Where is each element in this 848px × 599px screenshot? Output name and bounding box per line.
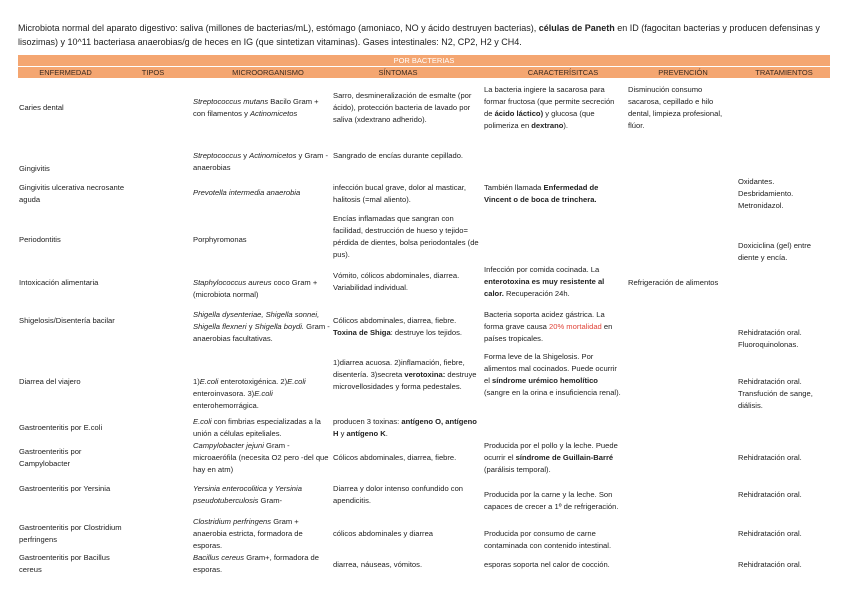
section-band <box>18 55 830 66</box>
header-prevencion: PREVENCIÓN <box>658 68 708 77</box>
row-intoxicacion-disease: Intoxicación alimentaria <box>19 278 99 287</box>
chars-text: (sangre en la orina e insuficiencia renal). <box>484 388 621 397</box>
chars-text: ). <box>563 121 568 130</box>
micro-desc: Bacilo Gram + con filamentos y <box>193 97 319 118</box>
row-diarrea-disease: Diarrea del viajero <box>19 377 81 386</box>
row-campylobacter-treatment: Rehidratación oral. <box>738 453 802 462</box>
micro-species: Shigella boydi. <box>254 322 305 331</box>
micro-desc: coco Gram + (microbiota normal) <box>193 278 318 299</box>
intro-text-c: en ID (fagocitan bacterias y producen defensinas y lisozimas) y 10^11 bacteriasa anaerobias/g de heces en IG (que sintetizan vitaminas). Gases intestinales: N2, CP2, H2 y CH4. <box>18 23 820 47</box>
micro-species: E.coli <box>287 377 306 386</box>
symptoms-text: destruye microvellosidades y forma pedestales. <box>333 370 477 391</box>
row-diarrea-chars <box>484 351 624 399</box>
chars-text: También llamada <box>484 183 544 192</box>
chars-bold: ácido láctico) <box>494 109 544 118</box>
micro-desc: 1) <box>193 377 200 386</box>
chars-text: Infección por comida cocinada. La <box>484 265 600 274</box>
row-campylobacter-symptoms: Cólicos abdominales, diarrea, fiebre. <box>333 453 457 462</box>
header-tratamientos: TRATAMIENTOS <box>755 68 813 77</box>
symptoms-text: : destruye los tejidos. <box>390 328 463 337</box>
chars-bold: dextrano <box>531 121 564 130</box>
micro-species: Bacillus cereus <box>193 553 245 562</box>
intro-paragraph <box>18 21 830 49</box>
row-campylobacter-disease: Gastroenteritis por Campylobacter <box>19 447 82 468</box>
row-clostridium-treatment: Rehidratación oral. <box>738 529 802 538</box>
row-shigelosis-treatment: Rehidratación oral. Fluoroquinolonas. <box>738 328 802 349</box>
micro-desc: y <box>246 322 255 331</box>
row-shigelosis-micro <box>193 309 331 345</box>
row-yersinia-chars: Producida por la carne y la leche. Son capaces de crecer a 1º de refrigeración. <box>484 490 619 511</box>
row-bacillus-disease: Gastroenteritis por Bacillus cereus <box>19 553 110 574</box>
symptoms-text: y <box>338 429 347 438</box>
row-bacillus-chars: esporas soporta nel calor de cocción. <box>484 560 610 569</box>
row-clostridium-chars: Producida por consumo de carne contaminada con contenido intestinal. <box>484 529 612 550</box>
row-gingivitis-ulc-symptoms: infección bucal grave, dolor al masticar, halitosis (=mal aliento). <box>333 183 466 204</box>
row-intoxicacion-micro <box>193 277 331 301</box>
row-caries-chars <box>484 84 624 132</box>
micro-desc: enteroinvasora. 3) <box>193 389 255 398</box>
row-caries-symptoms: Sarro, desmineralización de esmalte (por ácido), protección bacteria de lavado por saliva (xdextrano adherido). <box>333 91 472 124</box>
row-ecoli-symptoms <box>333 416 480 440</box>
row-ecoli-disease: Gastroenteritis por E.coli <box>19 423 103 432</box>
chars-text: Forma leve de la Shigelosis. Por alimentos mal cocinados. Puede ocurrir el <box>484 352 617 385</box>
micro-desc: y <box>241 151 250 160</box>
chars-highlight: 20% mortalidad <box>549 322 602 331</box>
micro-desc: Gram - microaerófila (necesita O2 pero -del que hay en atm) <box>193 441 329 474</box>
row-periodontitis-treatment: Doxiciclina (gel) entre diente y encía. <box>738 241 812 262</box>
micro-species: Yersinia enterocolitica <box>193 484 267 493</box>
micro-desc: con fimbrias especializadas a la unión a células epiteliales. <box>193 417 321 438</box>
row-ecoli-micro <box>193 416 331 440</box>
row-shigelosis-symptoms <box>333 315 480 339</box>
row-yersinia-treatment: Rehidratación oral. <box>738 490 802 499</box>
row-gingivitis-ulc-treatment: Oxidantes. Desbridamiento. Metronidazol. <box>738 177 794 210</box>
chars-bold: síndrome urémico hemolítico <box>492 376 598 385</box>
micro-desc: enterotoxigénica. 2) <box>218 377 288 386</box>
symptoms-text: . <box>385 429 388 438</box>
chars-text: Producida por el pollo y la leche. Puede ocurrir el <box>484 441 618 462</box>
micro-desc: Gram - anaerobias facultativas. <box>193 322 330 343</box>
micro-species: Prevotella intermedia anaerobia <box>193 188 301 197</box>
row-gingivitis-disease: Gingivitis <box>19 164 50 173</box>
chars-text: Bacteria soporta acidez gástrica. La forma grave causa <box>484 310 605 331</box>
table-header <box>18 67 830 78</box>
row-intoxicacion-symptoms: Vómito, cólicos abdominales, diarrea. Variabilidad individual. <box>333 271 460 292</box>
row-clostridium-micro <box>193 516 331 552</box>
symptoms-bold: Toxina de Shiga <box>333 328 391 337</box>
row-gingivitis-symptoms: Sangrado de encías durante cepillado. <box>333 151 464 160</box>
row-gingivitis-ulc-micro <box>193 187 331 199</box>
micro-species: E.coli <box>199 377 219 386</box>
row-yersinia-symptoms: Diarrea y dolor intenso confundido con apendicitis. <box>333 484 464 505</box>
row-bacillus-micro <box>193 552 331 576</box>
header-microorganismo: MICROORGANISMO <box>232 68 304 77</box>
micro-desc: y Gram - anaerobias <box>193 151 329 172</box>
chars-text: y glucosa (que polimeriza en <box>484 109 595 130</box>
row-caries-micro <box>193 96 331 120</box>
header-tipos: TIPOS <box>141 68 165 77</box>
micro-species: Campylobacter jejuni <box>193 441 264 450</box>
row-periodontitis-disease: Periodontitis <box>19 235 61 244</box>
symptoms-text: producen 3 toxinas: <box>333 417 402 426</box>
symptoms-bold: antígeno O, antígeno H <box>333 417 477 438</box>
micro-species: E.coli <box>193 417 212 426</box>
chars-bold: síndrome de Guillain-Barré <box>515 453 614 462</box>
row-yersinia-micro <box>193 483 331 507</box>
micro-species: Staphylococcus aureus <box>193 278 272 287</box>
row-bacillus-symptoms: diarrea, náuseas, vómitos. <box>333 560 423 569</box>
row-caries-disease: Caries dental <box>19 103 64 112</box>
row-shigelosis-disease: Shigelosis/Disentería bacilar <box>19 316 115 325</box>
chars-text: en países tropicales. <box>484 322 613 343</box>
micro-species: Yersinia pseudotuberculosis <box>193 484 302 505</box>
row-shigelosis-chars <box>484 309 624 345</box>
symptoms-text: 1)diarrea acuosa. 2)inflamación, fiebre, disentería. 3)secreta <box>333 358 465 379</box>
row-intoxicacion-chars <box>484 264 624 300</box>
row-gingivitis-ulc-chars <box>484 182 624 206</box>
micro-species: Clostridium perfringens <box>193 517 272 526</box>
micro-desc: Gram + anaerobia estricta, formadora de esporas. <box>193 517 303 550</box>
row-caries-prevention: Disminución consumo sacarosa, cepillado e hilo dental, limpieza profesional, flúor. <box>628 85 723 130</box>
row-yersinia-disease: Gastroenteritis por Yersinia <box>19 484 111 493</box>
micro-species: Actinomicetos <box>249 109 298 118</box>
micro-species: E.coli <box>254 389 273 398</box>
micro-desc: Gram- <box>258 496 283 505</box>
row-gingivitis-ulc-disease: Gingivitis ulcerativa necrosante aguda <box>19 183 125 204</box>
micro-species: Actinomicetos <box>249 151 297 160</box>
micro-desc: Gram+, formadora de esporas. <box>193 553 319 574</box>
row-campylobacter-micro <box>193 440 331 476</box>
row-diarrea-symptoms <box>333 357 480 393</box>
chars-bold: Enfermedad de Vincent o de boca de trinchera. <box>484 183 599 204</box>
section-band-title: POR BACTERIAS <box>393 56 455 65</box>
header-sintomas: SÍNTOMAS <box>378 68 418 77</box>
row-diarrea-treatment: Rehidratación oral. Transfución de sange, diálisis. <box>738 377 813 410</box>
row-gingivitis-micro <box>193 150 331 174</box>
micro-species: Streptococcus <box>193 151 242 160</box>
row-periodontitis-micro: Porphyromonas <box>193 235 247 244</box>
micro-desc: y <box>266 484 275 493</box>
intro-text-a: Microbiota normal del aparato digestivo: saliva (millones de bacterias/mL), estómago (amoniaco, NO y ácido destruyen bacterias), <box>18 23 539 33</box>
header-enfermedad: ENFERMEDAD <box>39 68 92 77</box>
chars-bold: enterotoxina es muy resistente al calor. <box>484 277 605 298</box>
header-caracteristicas: CARACTERÍSITCAS <box>527 68 599 77</box>
chars-text: Recuperación 24h. <box>503 289 570 298</box>
row-clostridium-symptoms: cólicos abdominales y diarrea <box>333 529 434 538</box>
row-campylobacter-chars <box>484 440 624 476</box>
intro-paneth: células de Paneth <box>538 23 615 33</box>
chars-text: La bacteria ingiere la sacarosa para formar fructosa (que permite secreción de <box>484 85 615 118</box>
symptoms-bold: verotoxina: <box>404 370 446 379</box>
row-clostridium-disease: Gastroenteritis por Clostridium perfringens <box>19 523 122 544</box>
row-diarrea-micro <box>193 376 331 412</box>
chars-text: (parálisis temporal). <box>484 465 551 474</box>
symptoms-text: Cólicos abdominales, diarrea, fiebre. <box>333 316 457 325</box>
row-periodontitis-symptoms: Encías inflamadas que sangran con facilidad, destrucción de hueso y tejido= pérdida de dientes, bolsa periodontales (de pus). <box>333 214 479 259</box>
row-intoxicacion-prevention: Refrigeración de alimentos <box>628 278 719 287</box>
micro-species: Streptococcus mutans <box>193 97 269 106</box>
micro-desc: enterohemorrágica. <box>193 401 259 410</box>
row-bacillus-treatment: Rehidratación oral. <box>738 560 802 569</box>
symptoms-bold: antígeno K <box>346 429 386 438</box>
micro-species: Shigella dysenteriae, Shigella sonnei, Shigella flexneri <box>193 310 320 331</box>
